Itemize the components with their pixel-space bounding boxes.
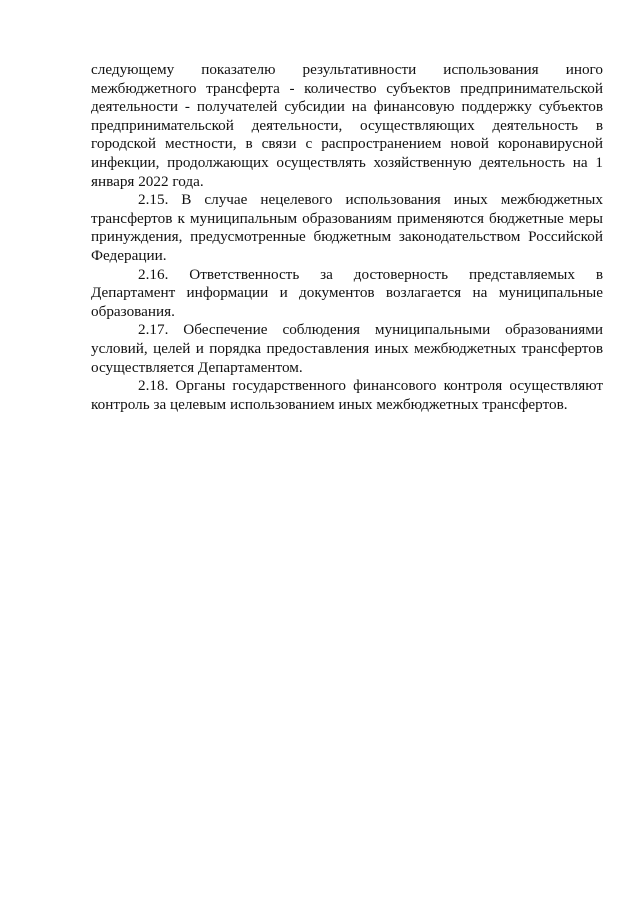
document-body xyxy=(91,61,603,414)
paragraph-clause-2-17: 2.17. Обеспечение соблюдения муниципальными образованиями условий, целей и порядка предоставления иных межбюджетных трансфертов осуществляется Департаментом. xyxy=(91,321,603,376)
paragraph-clause-2-16: 2.16. Ответственность за достоверность представляемых в Департамент информации и документов возлагается на муниципальные образования. xyxy=(91,265,603,320)
paragraph-clause-2-15: 2.15. В случае нецелевого использования иных межбюджетных трансфертов к муниципальным образованиям применяются бюджетные меры принуждения, предусмотренные бюджетным законодательством Российской Федерации. xyxy=(91,191,603,264)
paragraph-continuation: следующему показателю результативности использования иного межбюджетного трансферта - количество субъектов предпринимательской деятельности - получателей субсидии на финансовую поддержку субъектов предпринимательской деятельности, осуществляющих деятельность в городской местности, в связи с распространением новой коронавирусной инфекции, продолжающих осуществлять хозяйственную деятельность на 1 января 2022 года. xyxy=(91,61,603,190)
paragraph-clause-2-18: 2.18. Органы государственного финансового контроля осуществляют контроль за целевым использованием иных межбюджетных трансфертов. xyxy=(91,377,603,413)
